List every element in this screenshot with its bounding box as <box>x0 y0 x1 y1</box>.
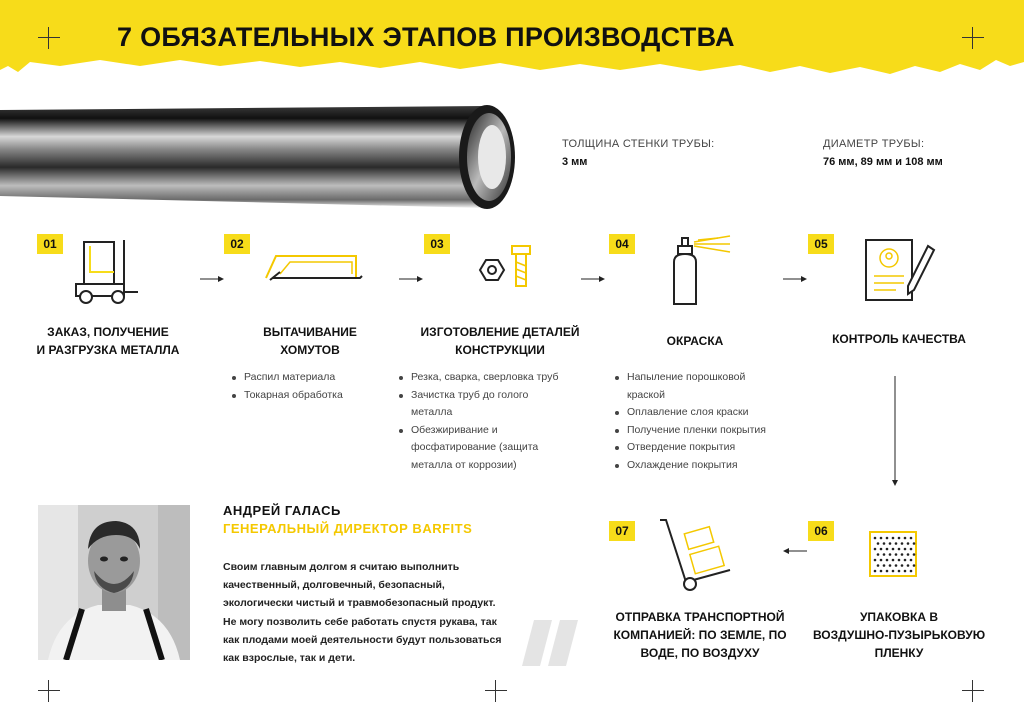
bubble-dot <box>883 553 886 556</box>
bubble-dot <box>904 570 907 573</box>
bubble-dot <box>901 553 904 556</box>
step-number-07: 07 <box>609 521 635 541</box>
quote-mark-icon <box>520 620 580 666</box>
bubble-dot <box>892 559 895 562</box>
bubble-dot <box>886 559 889 562</box>
bubble-dot <box>910 570 913 573</box>
spray-can-icon <box>668 234 734 308</box>
step-02-bullets <box>231 369 343 404</box>
list-item-continuation: металла от коррозии) <box>411 458 517 471</box>
bubble-dot <box>907 564 910 567</box>
list-item: Зачистка труб до голого <box>398 387 559 405</box>
bubble-dot <box>889 564 892 567</box>
step-number-01: 01 <box>37 234 63 254</box>
list-item: Токарная обработка <box>231 387 343 405</box>
hand-truck-icon <box>656 516 736 594</box>
list-item-continuation: металла <box>411 406 453 418</box>
bubble-dot <box>892 570 895 573</box>
bubble-dot <box>889 542 892 545</box>
bubble-dot <box>913 553 916 556</box>
bubble-dot <box>886 570 889 573</box>
crop-mark <box>962 27 984 49</box>
crop-mark <box>38 27 60 49</box>
step-title-01: ЗАКАЗ, ПОЛУЧЕНИЕ И РАЗГРУЗКА МЕТАЛЛА <box>36 325 180 357</box>
bubble-wrap-icon <box>868 530 918 578</box>
arrow-left-icon <box>783 546 807 556</box>
arrow-down-icon <box>890 376 900 486</box>
bubble-dot <box>880 559 883 562</box>
bubble-dot <box>907 542 910 545</box>
bolt-nut-icon <box>474 242 534 290</box>
step-title-05: КОНТРОЛЬ КАЧЕСТВА <box>832 332 966 346</box>
crop-mark <box>38 680 60 702</box>
arrow-right-icon <box>783 274 807 284</box>
bubble-dot <box>880 537 883 540</box>
bubble-dot <box>883 542 886 545</box>
steel-pipe-image <box>0 100 520 215</box>
list-item: Распил материала <box>231 369 343 387</box>
bubble-dot <box>910 548 913 551</box>
bubble-dot <box>895 564 898 567</box>
bubble-dot <box>880 548 883 551</box>
diameter-value: 76 мм, 89 мм и 108 мм <box>823 156 943 168</box>
bubble-dot <box>874 548 877 551</box>
bubble-dot <box>895 542 898 545</box>
list-item: Обезжиривание и <box>398 422 559 440</box>
list-item: Охлаждение покрытия <box>614 457 766 475</box>
bubble-dot <box>901 564 904 567</box>
crop-mark <box>485 680 507 702</box>
person-role: ГЕНЕРАЛЬНЫЙ ДИРЕКТОР BARFITS <box>223 521 473 536</box>
crop-mark <box>962 680 984 702</box>
bubble-dot <box>877 542 880 545</box>
arrow-right-icon <box>581 274 605 284</box>
step-number-06: 06 <box>808 521 834 541</box>
bubble-dot <box>874 537 877 540</box>
step-number-03: 03 <box>424 234 450 254</box>
step-title-04: ОКРАСКА <box>666 334 724 348</box>
step-number-04: 04 <box>609 234 635 254</box>
bubble-dot <box>889 553 892 556</box>
step-number-02: 02 <box>224 234 250 254</box>
bubble-dot <box>904 559 907 562</box>
bubble-dot <box>904 548 907 551</box>
bubble-dot <box>910 559 913 562</box>
diameter-label: ДИАМЕТР ТРУБЫ: <box>823 138 925 150</box>
bubble-dot <box>892 548 895 551</box>
step-03-bullets <box>398 369 559 474</box>
bubble-dot <box>913 564 916 567</box>
hacksaw-icon <box>262 246 366 286</box>
bubble-dot <box>895 553 898 556</box>
page-title: 7 ОБЯЗАТЕЛЬНЫХ ЭТАПОВ ПРОИЗВОДСТВА <box>117 22 735 52</box>
arrow-right-icon <box>200 274 224 284</box>
step-title-02: ВЫТАЧИВАНИЕ ХОМУТОВ <box>263 325 357 357</box>
step-title-07: ОТПРАВКА ТРАНСПОРТНОЙ КОМПАНИЕЙ: ПО ЗЕМЛЕ, ПО ВОДЕ, ПО ВОЗДУХУ <box>613 610 787 660</box>
list-item-continuation: краской <box>627 388 665 401</box>
list-item: Резка, сварка, сверловка труб <box>398 369 559 387</box>
bubble-dot <box>910 537 913 540</box>
bubble-dot <box>898 548 901 551</box>
bubble-dot <box>901 542 904 545</box>
person-name: АНДРЕЙ ГАЛАСЬ <box>223 503 341 518</box>
list-item: Оплавление слоя краски <box>614 404 766 422</box>
list-item: Получение пленки покрытия <box>614 422 766 440</box>
bubble-dot <box>877 553 880 556</box>
step-04-bullets <box>614 369 766 474</box>
bubble-dot <box>892 537 895 540</box>
bubble-dot <box>898 570 901 573</box>
portrait-photo <box>38 505 190 660</box>
bubble-dot <box>898 537 901 540</box>
list-item: Отвердение покрытия <box>614 439 766 457</box>
bubble-dot <box>907 553 910 556</box>
quote-text: Своим главным долгом я считаю выполнить качественный, долговечный, безопасный, экологически чистый и травмобезопасный продукт. Не могу позволить себе работать спустя рукава, так как плодами моей деятельности будут пользоваться как взрослые, так и дети. <box>223 561 502 665</box>
wall-thickness-label: ТОЛЩИНА СТЕНКИ ТРУБЫ: <box>562 138 715 150</box>
bubble-dot <box>874 559 877 562</box>
bubble-dot <box>877 564 880 567</box>
list-item-continuation: фосфатирование (защита <box>411 441 539 453</box>
bubble-dot <box>913 542 916 545</box>
bubble-dot <box>886 537 889 540</box>
step-title-03: ИЗГОТОВЛЕНИЕ ДЕТАЛЕЙ КОНСТРУКЦИИ <box>420 325 580 357</box>
bubble-dot <box>898 559 901 562</box>
list-item: Напыление порошковой <box>614 369 766 387</box>
step-number-05: 05 <box>808 234 834 254</box>
arrow-right-icon <box>399 274 423 284</box>
bubble-dot <box>874 570 877 573</box>
step-title-06: УПАКОВКА В ВОЗДУШНО-ПУЗЫРЬКОВУЮ ПЛЕНКУ <box>812 610 986 660</box>
wall-thickness-value: 3 мм <box>562 156 588 168</box>
bubble-dot <box>886 548 889 551</box>
bubble-dot <box>880 570 883 573</box>
bubble-dot <box>883 564 886 567</box>
document-pen-icon <box>862 236 938 304</box>
forklift-icon <box>72 236 144 308</box>
bubble-dot <box>904 537 907 540</box>
